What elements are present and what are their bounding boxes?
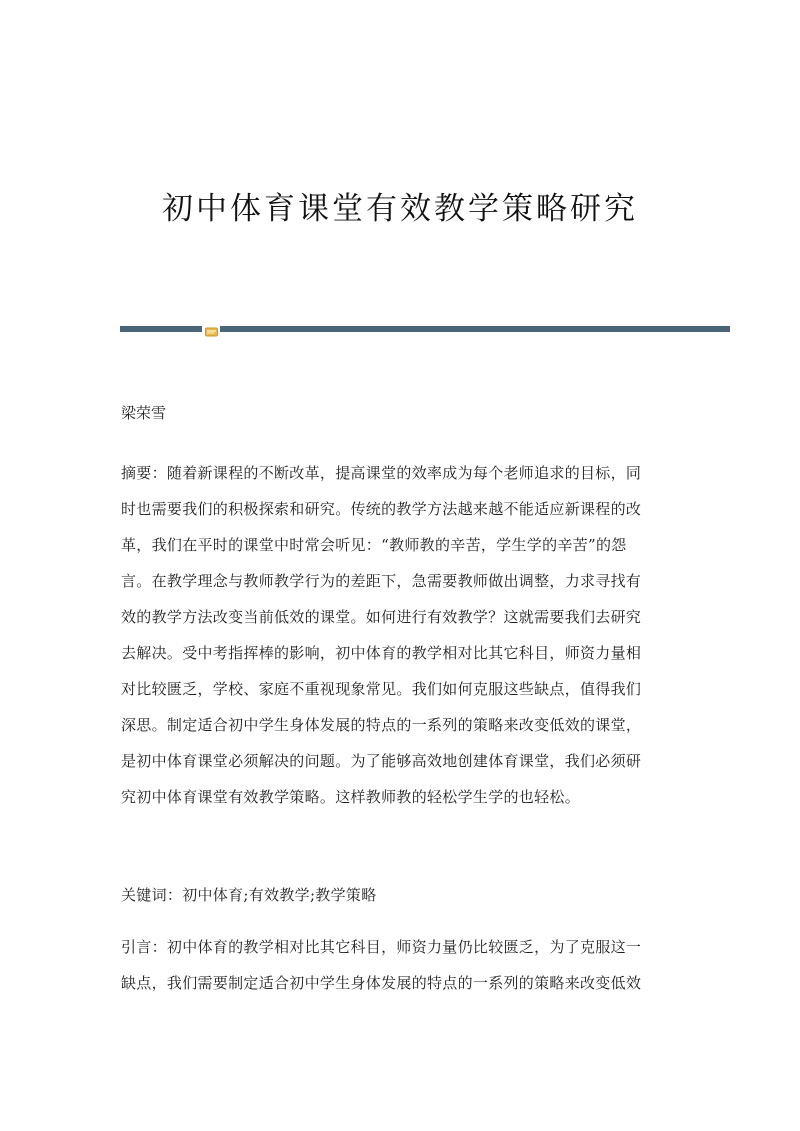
abstract-paragraph — [121, 455, 681, 815]
divider-bar-left — [120, 326, 202, 332]
abstract-line: 效的教学方法改变当前低效的课堂。如何进行有效教学？这就需要我们去研究 — [121, 608, 642, 626]
abstract-line: 是初中体育课堂必须解决的问题。为了能够高效地创建体育课堂，我们必须研 — [121, 752, 642, 770]
author-name: 梁荣雪 — [121, 404, 167, 422]
intro-paragraph — [121, 929, 681, 1001]
abstract-line: 时也需要我们的积极探索和研究。传统的教学方法越来越不能适应新课程的改 — [121, 500, 642, 518]
abstract-line: 对比较匮乏，学校、家庭不重视现象常见。我们如何克服这些缺点，值得我们 — [121, 680, 642, 698]
keywords-text: 关键词：初中体育;有效教学;教学策略 — [121, 886, 377, 904]
abstract-line: 去解决。受中考指挥棒的影响，初中体育的教学相对比其它科目，师资力量相 — [121, 644, 642, 662]
title-divider — [120, 323, 730, 337]
abstract-line: 摘要：随着新课程的不断改革，提高课堂的效率成为每个老师追求的目标，同 — [121, 464, 642, 482]
abstract-line: 革，我们在平时的课堂中时常会听见：“教师教的辛苦，学生学的辛苦”的怨 — [121, 536, 627, 554]
keywords-line — [121, 877, 681, 913]
intro-line: 缺点，我们需要制定适合初中学生身体发展的特点的一系列的策略来改变低效 — [121, 974, 642, 992]
divider-bar-right — [220, 326, 730, 332]
abstract-line: 言。在教学理念与教师教学行为的差距下，急需要教师做出调整，力求寻找有 — [121, 572, 642, 590]
intro-line: 引言：初中体育的教学相对比其它科目，师资力量仍比较匮乏，为了克服这一 — [121, 938, 642, 956]
abstract-line: 深思。制定适合初中学生身体发展的特点的一系列的策略来改变低效的课堂， — [121, 716, 642, 734]
pencil-icon — [205, 323, 218, 335]
abstract-line: 究初中体育课堂有效教学策略。这样教师教的轻松学生学的也轻松。 — [121, 788, 581, 806]
document-title: 初中体育课堂有效教学策略研究 — [162, 191, 638, 227]
